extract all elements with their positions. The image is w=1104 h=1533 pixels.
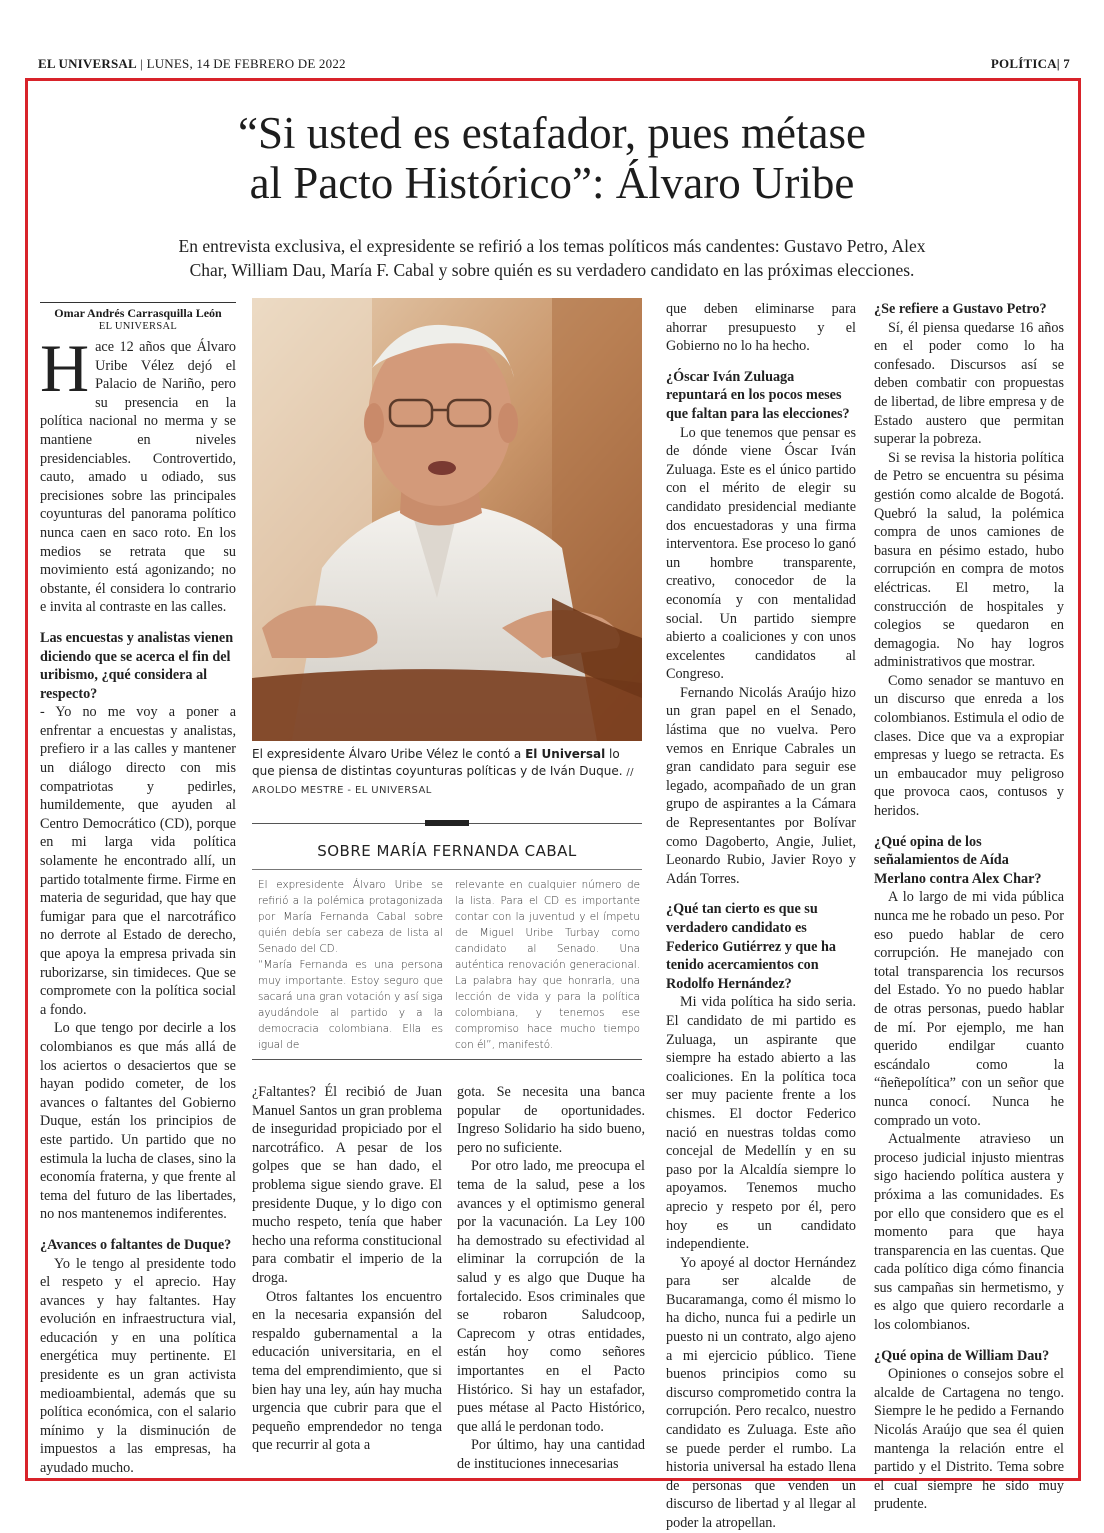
box-paragraph: relevante en cualquier número de la lista. Para el CD es importante contar con la juventud y el ímpetu de Miguel Uribe Turbay como candidato al Senado. Una auténtica renovación generacional. La palabra hay que honrarla, una lección de vida y para la política colombiana, y tenemos ese compromiso hace mucho tiempo con él”, manifestó. — [455, 879, 640, 1051]
byline — [40, 302, 236, 332]
answer-paragraph: gota. Se necesita una banca popular de oportunidades. Ingreso Solidario ha sido bueno, pero no suficiente. — [457, 1084, 645, 1156]
answer-paragraph: Actualmente atravieso un proceso judicial injusto mientras sigo haciendo política austera y próxima a las comunidades. Es por ello que considero que es el momento para que haya transparencia en las cuentas. Que cada político diga cómo financia sus campañas sin hermetismo, y es algo que quiero recordarle a los colombianos. — [874, 1131, 1064, 1334]
question: Las encuestas y analistas vienen diciendo que se acerca el fin del uribismo, ¿qué considera al respecto? — [40, 629, 234, 702]
box-bottom-rule — [252, 1059, 642, 1060]
uribe-photo — [252, 298, 642, 741]
deck-line-2: Char, William Dau, María F. Cabal y sobre quién es su verdadero candidato en las próximas elecciones. — [189, 260, 915, 280]
answer-paragraph: - Yo no me voy a poner a enfrentar a encuestas y analistas, prefiero ir a las calles y mantener un diálogo directo con mis compatriotas y pedirles, humildemente, que ayuden al Centro Democrático (CD), porque en mi larga vida política solamente he encontrado allí, un partido totalmente firme. Firme en materia de seguridad, que hay que fumigar para que el narcotráfico no derrote al Estado de derecho, que apoya la empresa privada sin ruborizarse, sin timideces. Que se compromete con la política social a fondo. — [40, 704, 236, 1018]
column-1 — [40, 330, 236, 1478]
answer-paragraph: Por otro lado, me preocupa el tema de la salud, pese a los avances y el optimismo general por la vacunación. La Ley 100 ha demostrado su efectividad al eliminar la corrupción de la salud y es algo que Duque ha fortalecido. Esos criminales que se robaron Saludcoop, Caprecom y otras entidades, están hoy como señores importantes en el Pacto Histórico. Si hay un estafador, pues métase al Pacto Histórico, que allá le perdonan todo. — [457, 1158, 645, 1435]
answer-paragraph: A lo largo de mi vida pública nunca me he robado un peso. Por eso puedo hablar de cero corrupción. He manejado con total transparencia los recursos del Estado. Yo no puedo hablar de otras personas, puedo hablar de mí. Por ejemplo, me han querido endilgar cuanto escándalo como la “ñeñepolítica” con un señor que nunca conocí. Nunca he comprado un voto. — [874, 889, 1064, 1129]
paper-name: EL UNIVERSAL — [38, 56, 137, 71]
caption-text: El expresidente Álvaro Uribe Vélez le contó a — [252, 747, 526, 761]
separator: | — [140, 56, 144, 71]
drop-cap: H — [40, 330, 90, 406]
box-paragraph: “María Fernanda es una persona muy importante. Estoy seguro que sacará una gran votación y así siga ayudándole al partido y a la democracia colombiana. Ella es igual de — [258, 959, 443, 1051]
column-2-lower — [252, 1083, 442, 1455]
byline-author: Omar Andrés Carrasquilla León — [54, 306, 222, 320]
question: ¿Se refiere a Gustavo Petro? — [874, 301, 1047, 317]
page-number: 7 — [1063, 56, 1070, 71]
answer-paragraph: Como senador se mantuvo en un discurso que enreda a los colombianos. Estimula el odio de clases. Dice que va a expropiar empresas y luego se retracta. Es un embaucador muy peligroso que provoca caos, contusos y heridos. — [874, 672, 1064, 820]
caption-paper-name: El Universal — [525, 747, 606, 761]
answer-paragraph: Fernando Nicolás Araújo hizo un gran papel en el Senado, lástima que no vuelva. Pero vemos en Enrique Cabrales un gran candidato para seguir ese legado, acompañado de un gran grupo de aspirantes a la Cámara de Representantes por Bolívar como Dagoberto, Angie, Juliet, Leonardo Rubio, Javier Royo y Adán Torres. — [666, 684, 856, 887]
section-label — [991, 56, 1070, 72]
photo-caption — [252, 746, 642, 799]
sidebar-box — [252, 823, 642, 1063]
answer-paragraph: que deben eliminarse para ahorrar presupuesto y el Gobierno no lo ha hecho. — [666, 301, 856, 355]
answer-paragraph: Lo que tenemos que pensar es de dónde viene Óscar Iván Zuluaga. Este es el único partido con el mérito de elegir su candidato presidencial mediante dos encuestadoras y una firma interventora. Ese proceso lo ganó un hombre transparente, creativo, conocedor de la economía y con mentalidad social. Un partido siempre abierto a coaliciones y con unos excelentes candidatos al Congreso. — [666, 424, 856, 683]
photo-illustration — [252, 298, 642, 741]
headline-line-1: “Si usted es estafador, pues métase — [237, 108, 866, 158]
caption-text-2: lo que piensa de distintas coyunturas políticas y de Iván Duque. — [252, 747, 627, 778]
box-column-1 — [258, 877, 443, 1053]
box-paragraph: El expresidente Álvaro Uribe se refirió a la polémica protagonizada por María Fernanda Cabal sobre quién debía ser cabeza de lista al Senado del CD. — [258, 879, 443, 955]
headline — [0, 108, 1104, 208]
answer-paragraph: Yo apoyé al doctor Hernández para ser alcalde de Bucaramanga, como él mismo lo ha dicho, nunca fui a pedirle un puesto ni un contrato, algo ajeno a mi ejercicio público. Tiene buenos principios como su discurso comprometido contra la corrupción. Pero recalco, nuestro candidato es Zuluaga. Este año se puede perder el rumbo. La historia universal ha estado llena de personas que venden un discurso de libertad y al llegar al poder la atropellan. — [666, 1254, 856, 1531]
separator: | — [1056, 56, 1064, 71]
byline-org: EL UNIVERSAL — [98, 321, 178, 332]
lead-text: ace 12 años que Álvaro Uribe Vélez dejó el Palacio de Nariño, pero su presencia en la política nacional no merma y se mantiene en niveles presidenciables. Controvertido, cauto, amado u odiado, sus precisiones sobre las principales coyunturas del panorama político nunca caen en saco roto. En los medios se retrata que su movimiento está agonizando; no obstante, él considera lo contrario e invita al contraste en las calles. — [40, 339, 236, 616]
answer-paragraph: Por último, hay una cantidad de instituciones innecesarias — [457, 1437, 645, 1472]
answer-paragraph: Opiniones o consejos sobre el alcalde de Cartagena no tengo. Siempre le he pedido a Fernando Nicolás Araújo que sea él quien mantenga la relación entre el partido y el Distrito. Tema sobre el cual siempre he sido muy prudente. — [874, 1366, 1064, 1513]
deck-line-1: En entrevista exclusiva, el expresidente se refirió a los temas políticos más candentes: Gustavo Petro, Alex — [178, 236, 926, 256]
question: ¿Qué opina de William Dau? — [874, 1347, 1050, 1364]
box-column-2 — [455, 877, 640, 1053]
deck — [110, 234, 994, 282]
question: ¿Óscar Iván Zuluaga repuntará en los pocos meses que faltan para las elecciones? — [666, 368, 850, 422]
column-3-lower — [457, 1083, 645, 1473]
answer-paragraph: Mi vida política ha sido seria. El candidato de mi partido es Zuluaga, un aspirante que siempre ha estado abierto a las coaliciones. En la política toca ser muy paciente frente a los chismes. El doctor Federico nació en nuestras toldas como concejal de Medellín y en su paso por la Alcaldía siempre lo apoyamos. Tenemos mucho aprecio y respeto por él, pero hoy es un candidato independiente. — [666, 994, 856, 1253]
box-title: SOBRE MARÍA FERNANDA CABAL — [317, 842, 577, 860]
box-tab — [425, 820, 469, 826]
question: ¿Avances o faltantes de Duque? — [40, 1236, 232, 1253]
section-name: POLÍTICA — [990, 56, 1057, 71]
issue-date: LUNES, 14 DE FEBRERO DE 2022 — [146, 56, 346, 71]
box-title-rule — [252, 869, 642, 870]
answer-paragraph: Lo que tengo por decirle a los colombianos es que más allá de los aciertos o desaciertos que se hayan podido cometer, de los avances o faltantes del Gobierno Duque, están los principios de este partido. Un partido que no estimula la lucha de clases, sino la economía fraterna, y que frente al tema del futuro de las libertades, no nos mantenemos indiferentes. — [40, 1020, 236, 1223]
photo-credit: // AROLDO MESTRE - EL UNIVERSAL — [252, 767, 634, 796]
lead-paragraph — [40, 330, 236, 617]
masthead-line — [38, 56, 346, 72]
answer-paragraph: ¿Faltantes? Él recibió de Juan Manuel Santos un gran problema de inseguridad propiciado por el narcotráfico. A pesar de los golpes que se han dado, el problema sigue siendo grave. El presidente Duque, y lo digo con mucho respeto, tenía que haber hecho una reforma constitucional para combatir el imperio de la droga. — [252, 1084, 442, 1286]
column-5 — [874, 300, 1064, 1514]
answer-paragraph: Otros faltantes los encuentro en la necesaria expansión del respaldo gubernamental a la educación universitaria, en el tema del emprendimiento, que si bien hay una ley, aún hay mucha urgencia que cubrir para que el pequeño emprendedor no tenga que recurrir al gota a — [252, 1288, 442, 1454]
page-header — [38, 53, 1070, 75]
question: ¿Qué opina de los señalamientos de Aída Merlano contra Alex Char? — [874, 833, 1042, 887]
answer-paragraph: Si se revisa la historia política de Petro se encuentra su pésima gestión como alcalde de Bogotá. Quebró la salud, la polémica compra de unos camiones de basura en pésimo estado, hubo corrupción en compra de motos eléctricas. El metro, la construcción de hospitales y colegios se quedaron en demagogia. No hay logros administrativos que mostrar. — [874, 449, 1064, 671]
headline-line-2: al Pacto Histórico”: Álvaro Uribe — [249, 158, 855, 208]
answer-paragraph: Yo le tengo al presidente todo el respeto y el aprecio. Hay avances y hay faltantes. Hay evolución en infraestructura vial, educación y en una política energética muy pertinente. El presidente es un gran activista medioambiental, además que su política económica, con el salario mínimo y la disminución de impuestos a las empresas, ha ayudado mucho. — [40, 1255, 236, 1477]
column-4 — [666, 300, 856, 1533]
question: ¿Qué tan cierto es que su verdadero candidato es Federico Gutiérrez y que ha tenido acercamientos con Rodolfo Hernández? — [666, 901, 836, 992]
answer-paragraph: Sí, él piensa quedarse 16 años en el poder como lo ha confesado. Discursos así se deben combatir con propuestas de libertad, de libre empresa y de Estado austero que permitan superar la pobreza. — [874, 319, 1064, 448]
